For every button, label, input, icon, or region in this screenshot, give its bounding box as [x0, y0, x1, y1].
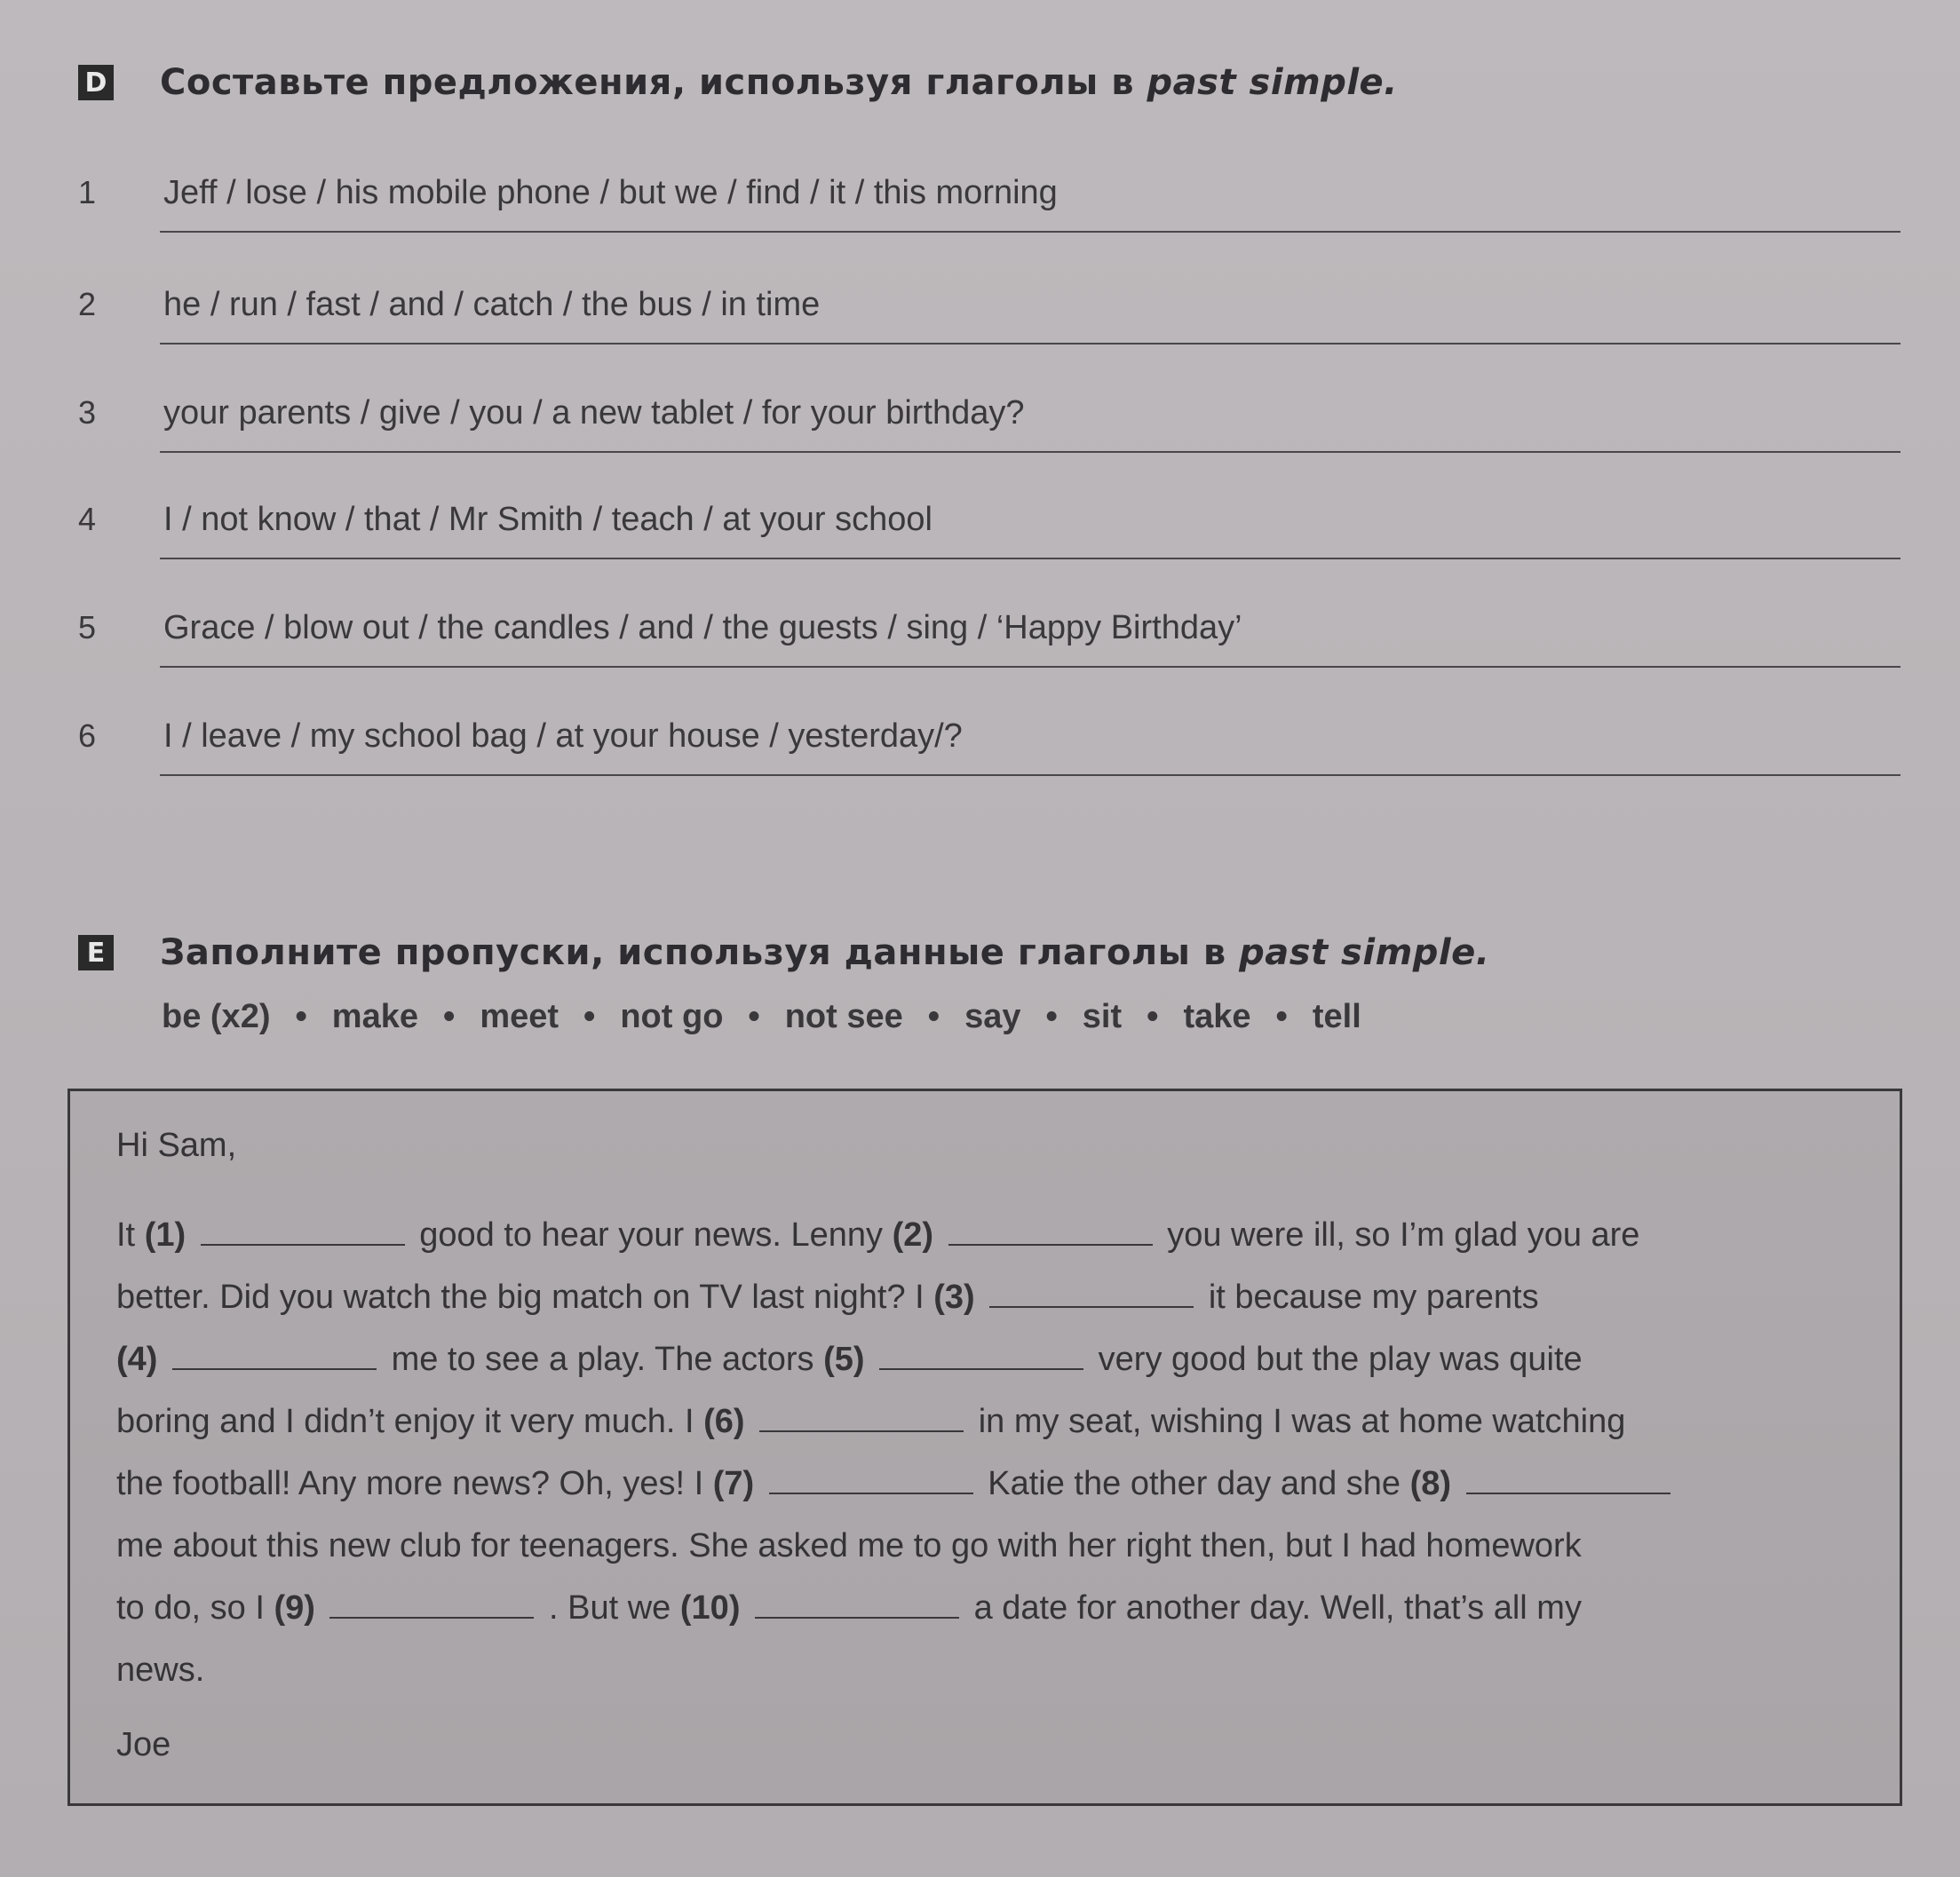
item-number: 5	[78, 609, 97, 645]
gap-number: (7)	[712, 1465, 755, 1502]
letter-text	[116, 1127, 1884, 1776]
letter-line	[116, 1515, 1884, 1577]
gap-number: (1)	[144, 1216, 186, 1254]
section-d-instruction	[160, 62, 1398, 103]
answer-line[interactable]	[160, 343, 1900, 345]
bullet-separator: •	[295, 998, 307, 1035]
section-e-instruction-text: Заполните пропуски, используя данные глаголы в	[160, 932, 1226, 973]
letter-fragment: good to hear your news. Lenny	[419, 1216, 884, 1254]
letter-fragment: very good but the play was quite	[1098, 1341, 1583, 1378]
letter-fragment: me to see a play. The actors	[391, 1341, 814, 1378]
letter-line	[116, 1266, 1884, 1328]
verb-word: be (x2)	[162, 998, 271, 1035]
answer-line[interactable]	[160, 558, 1900, 559]
gap-number: (9)	[274, 1589, 315, 1627]
section-d-badge: D	[78, 65, 114, 100]
answer-line[interactable]	[160, 231, 1900, 233]
blank-4[interactable]	[172, 1342, 377, 1370]
gap-number: (6)	[703, 1403, 745, 1440]
item-prompt: he / run / fast / and / catch / the bus / in time	[163, 286, 821, 323]
section-e-badge: E	[78, 935, 114, 970]
section-d-instruction-text: Составьте предложения, используя глаголы в	[160, 62, 1135, 103]
blank-1[interactable]	[201, 1217, 405, 1246]
verb-word: sit	[1082, 998, 1123, 1035]
letter-greeting: Hi Sam,	[116, 1127, 237, 1164]
blank-2[interactable]	[948, 1217, 1153, 1246]
letter-box	[67, 1089, 1902, 1806]
item-number: 2	[78, 286, 97, 322]
gap-number: (2)	[892, 1216, 934, 1254]
section-d-header	[78, 62, 1398, 103]
bullet-separator: •	[927, 998, 940, 1035]
verb-word: not go	[620, 998, 724, 1035]
letter-fragment: better. Did you watch the big match on TV last night? I	[116, 1279, 924, 1316]
item-prompt: I / leave / my school bag / at your house / yesterday/?	[163, 717, 963, 755]
section-e-instruction	[160, 932, 1489, 973]
bullet-separator: •	[1147, 998, 1159, 1035]
item-prompt: Jeff / lose / his mobile phone / but we / find / it / this morning	[163, 174, 1058, 211]
letter-fragment: news.	[116, 1651, 205, 1689]
letter-fragment: the football! Any more news? Oh, yes! I	[116, 1465, 704, 1502]
letter-fragment: It	[116, 1216, 136, 1254]
answer-line[interactable]	[160, 774, 1900, 776]
letter-fragment: Katie the other day and she	[988, 1465, 1401, 1502]
section-e-header	[78, 932, 1489, 973]
bullet-separator: •	[1045, 998, 1058, 1035]
verb-bank	[162, 998, 1361, 1036]
blank-6[interactable]	[759, 1404, 964, 1432]
verb-word: say	[964, 998, 1021, 1035]
answer-line[interactable]	[160, 666, 1900, 668]
letter-fragment: to do, so I	[116, 1589, 265, 1627]
letter-fragment: a date for another day. Well, that’s all my	[973, 1589, 1582, 1627]
letter-line	[116, 1204, 1884, 1266]
bullet-separator: •	[748, 998, 760, 1035]
letter-line	[116, 1453, 1884, 1515]
gap-number: (5)	[823, 1341, 865, 1378]
answer-line[interactable]	[160, 451, 1900, 453]
section-e-instruction-em: past simple.	[1239, 932, 1490, 973]
letter-fragment: . But we	[549, 1589, 671, 1627]
letter-line	[116, 1328, 1884, 1390]
blank-7[interactable]	[769, 1466, 973, 1494]
letter-fragment: you were ill, so I’m glad you are	[1167, 1216, 1640, 1254]
verb-word: not see	[784, 998, 903, 1035]
letter-line	[116, 1390, 1884, 1453]
gap-number: (3)	[933, 1279, 975, 1316]
bullet-separator: •	[583, 998, 596, 1035]
verb-word: tell	[1312, 998, 1361, 1035]
gap-number: (4)	[116, 1341, 158, 1378]
gap-number: (8)	[1409, 1465, 1452, 1502]
verb-word: make	[331, 998, 418, 1035]
item-prompt: Grace / blow out / the candles / and / the guests / sing / ‘Happy Birthday’	[163, 609, 1242, 646]
item-number: 1	[78, 174, 97, 210]
item-prompt: your parents / give / you / a new tablet / for your birthday?	[163, 394, 1025, 432]
letter-line	[116, 1577, 1884, 1639]
blank-3[interactable]	[989, 1279, 1194, 1308]
blank-5[interactable]	[879, 1342, 1083, 1370]
letter-fragment: it because my parents	[1208, 1279, 1539, 1316]
blank-9[interactable]	[329, 1590, 534, 1619]
section-d-instruction-em: past simple.	[1147, 62, 1398, 103]
gap-number: (10)	[679, 1589, 741, 1627]
letter-signature: Joe	[116, 1726, 171, 1763]
item-number: 4	[78, 501, 97, 537]
blank-8[interactable]	[1466, 1466, 1670, 1494]
letter-fragment: me about this new club for teenagers. She asked me to go with her right then, but I had homework	[116, 1527, 1582, 1564]
verb-word: meet	[480, 998, 559, 1035]
verb-word: take	[1183, 998, 1251, 1035]
letter-line	[116, 1639, 1884, 1701]
letter-fragment: in my seat, wishing I was at home watching	[978, 1403, 1626, 1440]
item-prompt: I / not know / that / Mr Smith / teach / at your school	[163, 501, 932, 538]
bullet-separator: •	[443, 998, 456, 1035]
bullet-separator: •	[1275, 998, 1288, 1035]
item-number: 3	[78, 394, 97, 431]
letter-fragment: boring and I didn’t enjoy it very much. I	[116, 1403, 694, 1440]
blank-10[interactable]	[755, 1590, 959, 1619]
item-number: 6	[78, 717, 97, 754]
